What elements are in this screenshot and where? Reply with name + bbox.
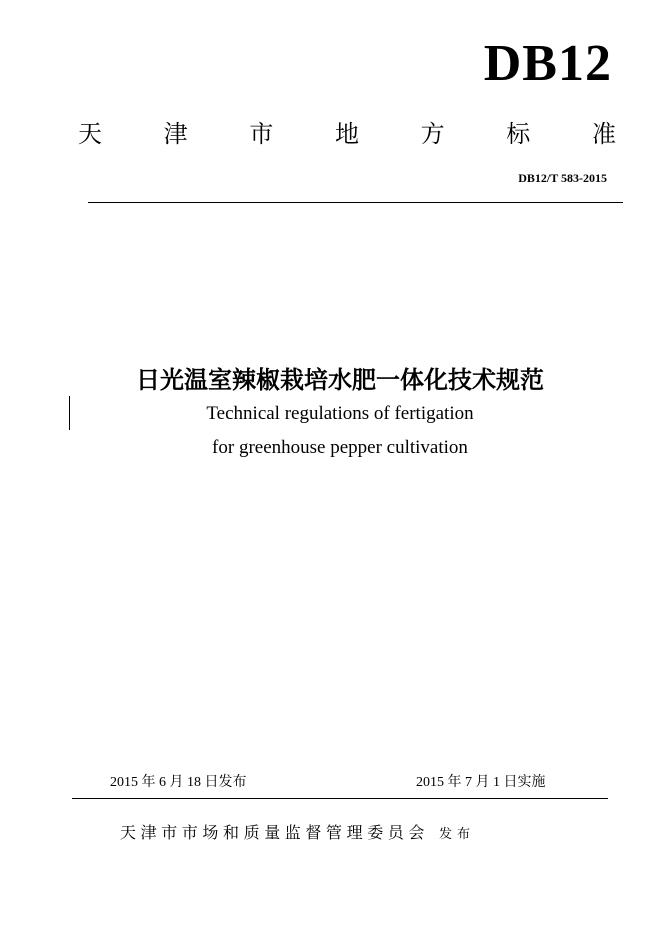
- issuing-authority-line: [120, 820, 475, 843]
- standard-type-heading: [78, 122, 616, 146]
- standard-type-char: 方: [420, 120, 445, 148]
- standard-type-char: 天: [78, 120, 102, 148]
- standard-type-char: 市: [249, 120, 274, 148]
- standard-type-char: 地: [334, 120, 359, 148]
- issue-verb: 发布: [439, 827, 476, 842]
- standard-type-char: 津: [163, 120, 188, 148]
- header-divider: [88, 202, 623, 203]
- document-title-chinese: 日光温室辣椒栽培水肥一体化技术规范: [136, 366, 544, 394]
- footer-divider: [72, 798, 608, 799]
- standard-code-logo: DB12: [483, 35, 612, 92]
- implementation-date: 2015 年 7 月 1 日实施: [416, 775, 546, 790]
- document-title-english-line-2: for greenhouse pepper cultivation: [212, 437, 468, 458]
- document-title-english-line-1: Technical regulations of fertigation: [206, 403, 474, 424]
- standard-type-char: 准: [591, 120, 616, 148]
- standard-number: DB12/T 583-2015: [518, 171, 607, 185]
- issue-date: 2015 年 6 月 18 日发布: [110, 775, 247, 790]
- issuing-authority: 天津市市场和质量监督管理委员会: [120, 823, 430, 842]
- standard-type-char: 标: [506, 120, 531, 148]
